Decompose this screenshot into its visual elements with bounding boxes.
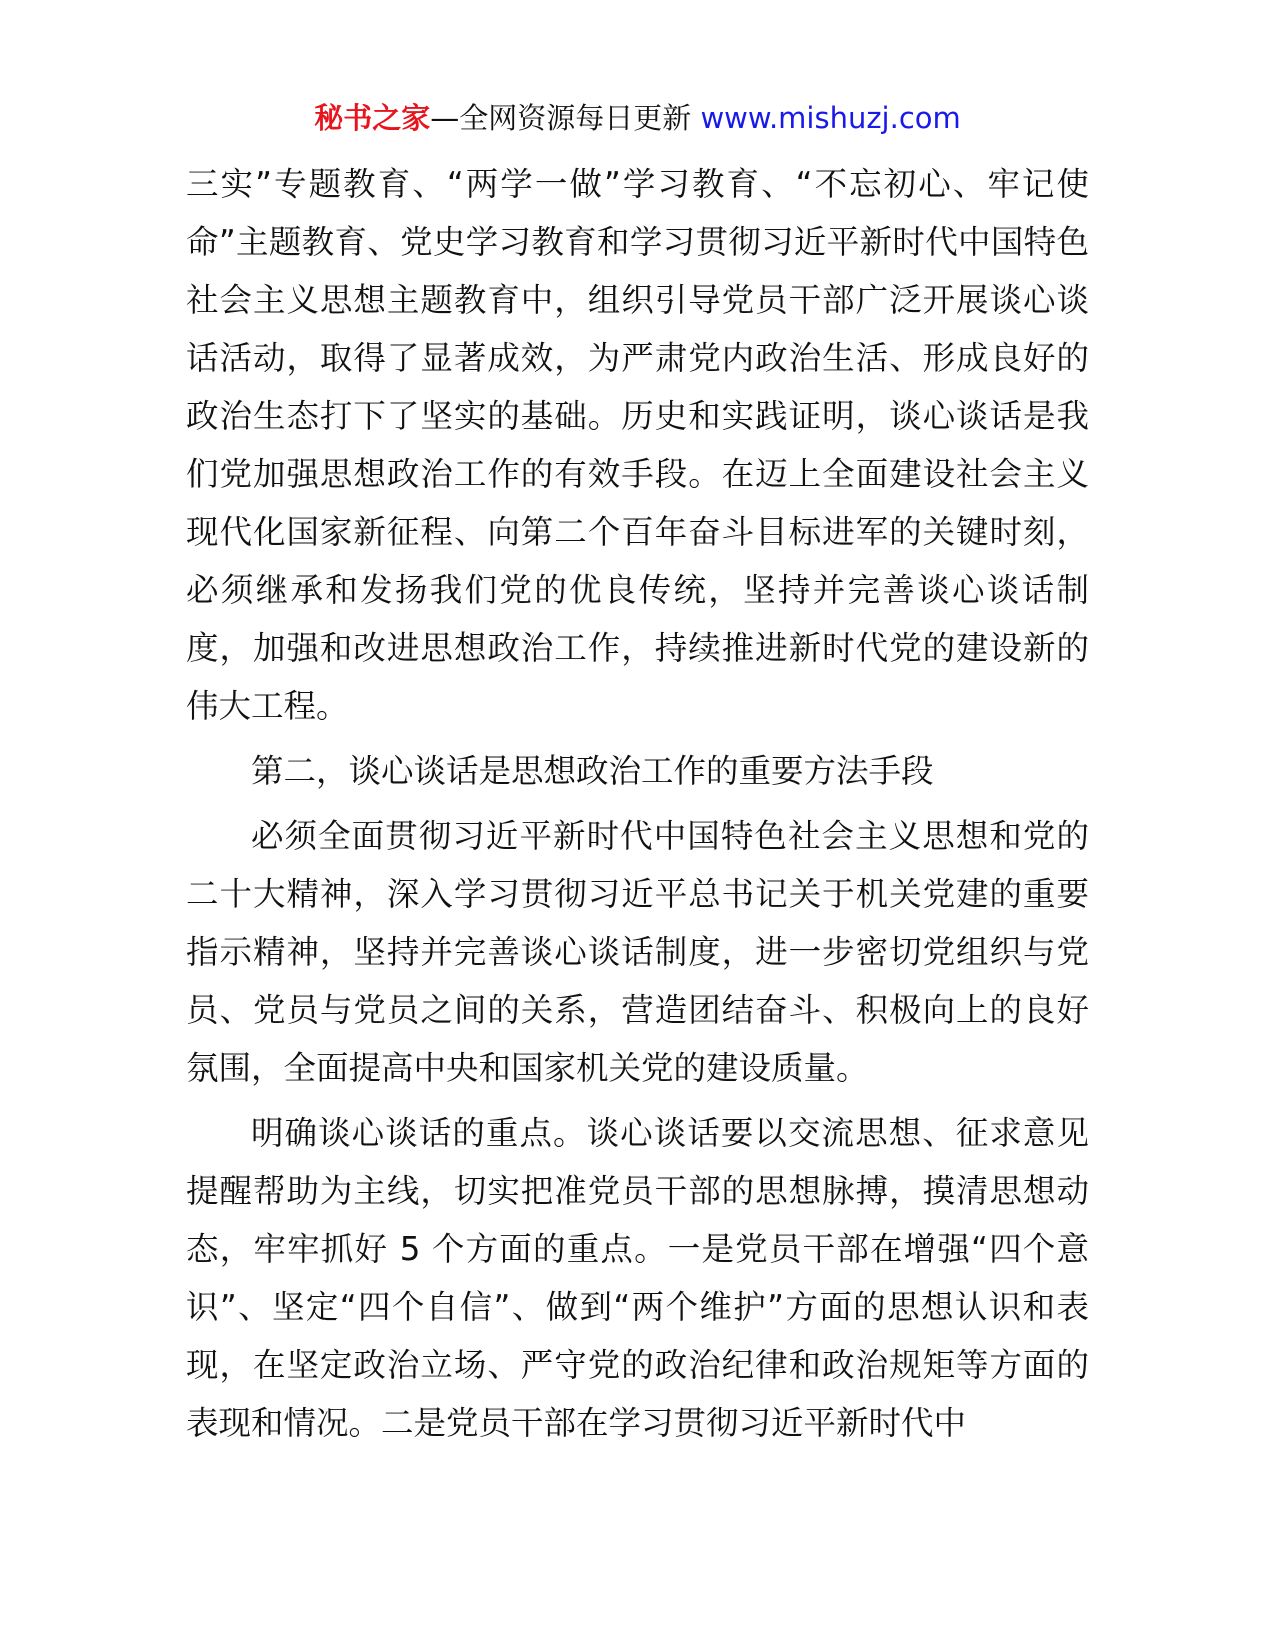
site-tagline: —全网资源每日更新	[430, 101, 701, 135]
site-url-link[interactable]: www.mishuzj.com	[700, 101, 961, 135]
site-brand: 秘书之家	[314, 101, 431, 135]
paragraph: 必须全面贯彻习近平新时代中国特色社会主义思想和党的二十大精神，深入学习贯彻习近平总书记关于机关党建的重要指示精神，坚持并完善谈心谈话制度，进一步密切党组织与党员、党员与党员之间的关系，营造团结奋斗、积极向上的良好氛围，全面提高中央和国家机关党的建设质量。	[186, 817, 1089, 1087]
paragraph-continuation: 三实”专题教育、“两学一做”学习教育、“不忘初心、牢记使命”主题教育、党史学习教育和学习贯彻习近平新时代中国特色社会主义思想主题教育中，组织引导党员干部广泛开展谈心谈话活动，取得了显著成效，为严肃党内政治生活、形成良好的政治生态打下了坚实的基础。历史和实践证明，谈心谈话是我们党加强思想政治工作的有效手段。在迈上全面建设社会主义现代化国家新征程、向第二个百年奋斗目标进军的关键时刻，必须继承和发扬我们党的优良传统，坚持并完善谈心谈话制度，加强和改进思想政治工作，持续推进新时代党的建设新的伟大工程。	[186, 165, 1089, 725]
section-heading: 第二，谈心谈话是思想政治工作的重要方法手段	[251, 752, 934, 790]
paragraph: 明确谈心谈话的重点。谈心谈话要以交流思想、征求意见提醒帮助为主线，切实把准党员干部的思想脉搏，摸清思想动态，牢牢抓好 5 个方面的重点。一是党员干部在增强“四个意识”、坚定“四个自信”、做到“两个维护”方面的思想认识和表现，在坚定政治立场、严守党的政治纪律和政治规矩等方面的表现和情况。二是党员干部在学习贯彻习近平新时代中	[186, 1114, 1089, 1442]
document-body	[186, 155, 1089, 1452]
page-header	[0, 98, 1275, 138]
